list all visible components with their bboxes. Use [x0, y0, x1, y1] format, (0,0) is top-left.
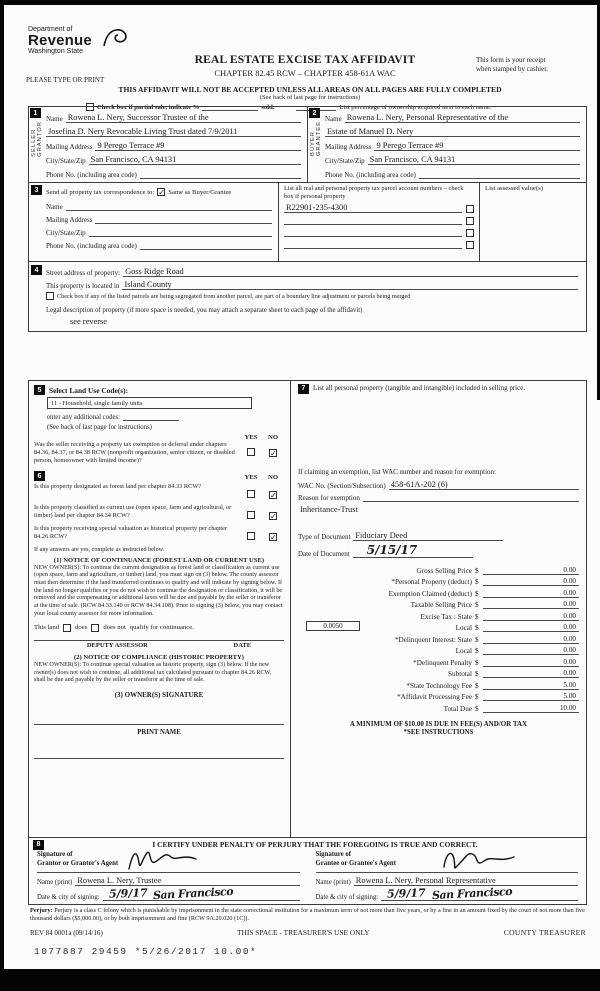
buyer-csz-value: San Francisco, CA 94131: [369, 155, 456, 164]
county-treasurer-label: COUNTY TREASURER: [503, 928, 586, 937]
dor-logo: [28, 26, 92, 55]
fee-amount-delinquent-state: 0.00: [483, 635, 579, 644]
doc-date-field: [353, 543, 473, 558]
seller-phone-field: [140, 170, 301, 179]
doc-type-field: [353, 531, 503, 541]
street-address-value: Goss Ridge Road: [125, 267, 184, 276]
section-1-badge: 1: [30, 108, 41, 118]
form-chapter: CHAPTER 82.45 RCW – CHAPTER 458-61A WAC: [214, 68, 396, 78]
grantee-date-city-label: Date & city of signing:: [315, 893, 379, 901]
dollar-sign: $: [475, 578, 479, 586]
buyer-name-value1: Rowena L. Nery, Personal Representative of the: [346, 113, 509, 122]
buyer-mailing-value: 9 Perego Terrace #9: [376, 141, 444, 150]
fee-label-gross: Gross Selling Price: [416, 566, 472, 575]
grantee-agent-label: Grantee or Grantee's Agent: [315, 859, 396, 867]
minimum-fee-note: A MINIMUM OF $10.00 IS DUE IN FEE(S) AND/OR TAX: [349, 719, 528, 728]
form-header: [24, 22, 586, 110]
grantee-date-value: 5/9/17: [386, 885, 427, 901]
qualify-label: qualify for continuance.: [129, 624, 194, 632]
grantor-date-city-field: [103, 884, 300, 902]
property-address-section: [28, 262, 587, 332]
buyer-side-label: [310, 121, 322, 156]
seller-name-value1: Rowena L. Nery, Successor Trustee of the: [67, 113, 209, 122]
corr-mailing-field: [95, 215, 272, 224]
grantee-date-city-field: [381, 884, 578, 902]
personal-property-label: List all personal property (tangible and intangible) included in selling price.: [313, 384, 526, 392]
buyer-phone-field: [419, 170, 580, 179]
parcel-field-1: [284, 203, 462, 213]
fee-label-delinquent-state: *Delinquent Interest: State: [394, 635, 472, 644]
section-2-badge: 2: [309, 108, 320, 118]
section-6-badge: 6: [34, 471, 45, 481]
land-use-code-value: 11 - Household, single family units: [51, 399, 143, 407]
buyer-name-label: Name: [325, 115, 342, 123]
grantor-signature-of-label: Signature of: [37, 851, 73, 858]
fee-amount-gross: 0.00: [483, 566, 579, 575]
dollar-sign: $: [475, 693, 479, 701]
fee-amount-local: 0.00: [483, 623, 579, 632]
dollar-sign: $: [475, 704, 479, 713]
grantor-date-city-label: Date & city of signing:: [37, 893, 100, 901]
fee-amount-exemption: 0.00: [483, 589, 579, 598]
receipt-line1: This form is your receipt: [476, 56, 546, 64]
sec5-yes-header: YES: [244, 434, 258, 441]
deputy-date-label: DATE: [233, 642, 252, 650]
scan-edge-bottom: [0, 969, 600, 991]
print-name-label: PRINT NAME: [137, 729, 181, 737]
fee-label-taxable: Taxable Selling Price: [410, 601, 472, 609]
seller-side-label: [31, 121, 43, 157]
see-instructions-note: *SEE INSTRUCTIONS: [403, 728, 474, 736]
fee-label-excise-state: Excise Tax : State: [420, 612, 472, 621]
send-correspondence-label: Send all property tax correspondence to:: [46, 188, 155, 196]
grantee-name-value: Rowena L. Nery, Personal Representative: [355, 875, 496, 885]
fee-label-local: Local: [455, 624, 472, 632]
seller-mailing-field: [95, 141, 301, 151]
sec6-q2-yes-checkbox: [247, 511, 255, 519]
perjury-note: [30, 907, 586, 923]
sec6-q1-yes-checkbox: [247, 490, 255, 498]
land-use-column: [29, 381, 291, 837]
fee-label-delinquent-local: Local: [455, 647, 472, 655]
segregated-checkbox: [46, 292, 54, 300]
sec5-see-back: (See back of last page for instructions): [47, 424, 152, 431]
excise-tax-column: [291, 381, 586, 837]
parcel-field-3: [284, 228, 462, 237]
assessed-header: List assessed value(s): [485, 185, 543, 192]
receipt-line2: when stamped by cashier.: [476, 65, 548, 74]
does-checkbox: [63, 624, 71, 632]
same-as-buyer-checkbox: ✓: [158, 188, 165, 197]
located-in-label: This property is located in: [46, 282, 120, 290]
parcel-field-2: [284, 216, 462, 225]
logo-revenue: Revenue: [28, 32, 92, 49]
parcel-4-personal-checkbox: [466, 241, 474, 249]
grantor-agent-label: Grantor or Grantor's Agent: [37, 859, 119, 867]
fee-label-personal: *Personal Property (deduct): [391, 578, 472, 586]
grantor-name-print-label: Name (print): [37, 878, 73, 886]
wac-field: [389, 480, 579, 490]
current-use-text: Is this property classified as current use (open space, farm and agricultural, or timber) land per chapter 84.34 RCW?: [34, 504, 232, 520]
doc-date-label: Date of Document: [298, 550, 350, 558]
fee-amount-processing-fee: 5.00: [483, 692, 579, 701]
notice-compliance-body: NEW OWNER(S): To continue special valuation as historic property, sign (3) below. If the new owner(s) does not wish to continue, all additional tax calculated pursuant to chapter 84.26 RCW, shall be due and payable by the seller or transferor at the time of sale.: [34, 662, 272, 684]
sold-label: sold.: [261, 104, 275, 111]
main-section: [28, 380, 587, 838]
fee-label-tech-fee: *State Technology Fee: [406, 681, 472, 690]
fee-amount-subtotal: 0.00: [483, 669, 579, 678]
fee-amount-taxable: 0.00: [483, 600, 579, 609]
buyer-csz-label: City/State/Zip: [325, 157, 365, 165]
local-rate-box: 0.0050: [306, 621, 360, 631]
doc-type-label: Type of Document: [298, 533, 351, 541]
does-not-label: does not: [103, 624, 126, 632]
fee-amount-excise-state: 0.00: [483, 612, 579, 621]
perjury-label: Perjury:: [30, 907, 53, 914]
sec6-yes-header: YES: [244, 474, 258, 482]
parcel-field-4: [284, 240, 462, 249]
located-in-value: Island County: [124, 280, 172, 289]
grantor-signature: [124, 847, 202, 873]
form-rev-number: REV 84 0001a (09/14/16): [30, 928, 103, 937]
legal-description-label: Legal description of property (if more space is needed, you may attach a separate sheet to each page of the affidavit): [46, 307, 363, 314]
seller-name-field2: [46, 127, 301, 137]
doc-type-value: Fiduciary Deed: [355, 531, 408, 540]
parcel-2-personal-checkbox: [466, 217, 474, 225]
seller-buyer-section: [28, 106, 587, 183]
additional-codes-label: enter any additional codes:: [47, 414, 121, 421]
historic-property-question: [34, 525, 284, 544]
current-use-question: [34, 504, 284, 523]
does-label: does: [75, 624, 88, 632]
scan-edge-top: [0, 0, 600, 5]
dollar-sign: $: [475, 635, 479, 644]
deputy-assessor-label: DEPUTY ASSESSOR: [86, 642, 148, 650]
assessed-values-box: [480, 183, 586, 261]
dollar-sign: $: [475, 612, 479, 621]
seller-csz-field: [89, 155, 301, 165]
dollar-sign: $: [475, 647, 479, 655]
grantee-name-field: [354, 876, 578, 886]
dollar-sign: $: [475, 601, 479, 609]
segregated-label: Check box if any of the listed parcels are being segregated from another parcel, are part of a boundary line adjustment or parcels being merged: [57, 292, 411, 300]
sec6-q2-no-checkbox: ✓: [270, 512, 277, 522]
historic-property-text: Is this property receiving special valuation as historical property per chapter 84.26 RCW?: [34, 525, 228, 541]
fee-label-total-due: Total Due: [443, 704, 472, 713]
see-back-note: (See back of last page for instructions): [259, 94, 361, 101]
scan-edge-left: [0, 0, 4, 975]
buyer-csz-field: [368, 155, 580, 165]
corr-mailing-label: Mailing Address: [46, 216, 93, 224]
land-use-title: Select Land Use Code(s):: [49, 385, 129, 395]
type-or-print: PLEASE TYPE OR PRINT: [26, 76, 105, 84]
doc-date-value: 5/15/17: [366, 543, 418, 557]
legal-description-value: see reverse: [70, 317, 107, 326]
corr-phone-label: Phone No. (including area code): [46, 242, 137, 250]
forest-land-text: Is this property designated as forest land per chapter 84.33 RCW?: [34, 483, 202, 491]
seller-name-value2: Josefina D. Nery Revocable Living Trust dated 7/9/2011: [48, 127, 238, 136]
sec6-q3-no-checkbox: ✓: [270, 533, 277, 543]
sec5-q1-yes-checkbox: [247, 448, 255, 456]
partial-sale-label: Check box if partial sale, indicate %: [97, 104, 200, 111]
seller-side-word1: SELLER: [31, 128, 37, 157]
parcel-header: List all real and personal property tax parcel account numbers – check box if personal property: [284, 185, 464, 200]
corr-csz-field: [89, 228, 272, 237]
owners-signature-line: [34, 724, 284, 725]
print-name-line: [34, 758, 284, 759]
corr-csz-label: City/State/Zip: [46, 229, 86, 237]
located-in-field: [122, 280, 578, 290]
logo-state: Washington State: [28, 48, 83, 55]
reason-value: Inheritance-Trust: [300, 505, 358, 514]
seller-csz-value: San Francisco, CA 94131: [90, 155, 177, 164]
fee-label-penalty: *Delinquent Penalty: [413, 658, 472, 667]
receipt-note: [476, 56, 584, 74]
sec6-q1-no-checkbox: ✓: [270, 491, 277, 501]
seller-phone-label: Phone No. (including area code): [46, 171, 137, 179]
wac-label: WAC No. (Section/Subsection): [298, 482, 386, 490]
forest-land-question: [34, 483, 284, 502]
warning-line: THIS AFFIDAVIT WILL NOT BE ACCEPTED UNLESS ALL AREAS ON ALL PAGES ARE FULLY COMPLETED: [118, 85, 502, 94]
seller-mailing-value: 9 Perego Terrace #9: [97, 141, 165, 150]
seller-exemption-text: Was the seller receiving a property tax exemption or deferral under chapters 84.36, 84.37, or 84.38 RCW (nonprofit organization, senior citizen, or disabled person, homeowner with limited income)?: [34, 441, 235, 465]
notice-continuance-title: (1) NOTICE OF CONTINUANCE (FOREST LAND OR CURRENT USE): [53, 556, 265, 564]
buyer-side-word1: BUYER: [310, 131, 316, 157]
notice-continuance-body: NEW OWNER(S): To continue the current designation as forest land or classification as current use (open space, farm and agriculture, or timber) land, you must sign on (3) below. The county assessor must then determine if the land transferred continues to qualify and will indicate by signing below. If the land no longer qualifies or you do not wish to continue the designation or classification, it will be removed and the compensating or additional taxes will be due and payable by the seller or transferor at the time of sale. (RCW 84.33.140 or RCW 84.34.108). Prior to signing (3) below, you may contact your local county assessor for more information.: [34, 564, 283, 617]
fee-label-subtotal: Subtotal: [448, 670, 472, 678]
seller-box: [29, 107, 308, 182]
section-5-badge: 5: [34, 385, 45, 395]
buyer-mailing-field: [374, 141, 580, 151]
section-4-badge: 4: [31, 265, 42, 275]
form-title: REAL ESTATE EXCISE TAX AFFIDAVIT: [194, 54, 416, 66]
dollar-sign: $: [475, 670, 479, 678]
additional-codes-field: [123, 413, 179, 421]
certify-statement: I CERTIFY UNDER PENALTY OF PERJURY THAT THE FOREGOING IS TRUE AND CORRECT.: [152, 840, 478, 849]
grantee-signature-of-label: Signature of: [315, 851, 352, 858]
cashier-stamp: 1077887 29459 *5/26/2017 10.00*: [34, 946, 258, 957]
grantor-city-value: San Francisco: [153, 884, 234, 902]
street-address-label: Street address of property:: [46, 269, 121, 277]
does-not-checkbox: [91, 624, 99, 632]
continuance-qualify-row: [34, 622, 284, 633]
corr-name-field: [66, 202, 272, 211]
signatures-section: [28, 838, 587, 905]
fee-amount-personal: 0.00: [483, 577, 579, 586]
sec5-no-header: NO: [267, 434, 279, 441]
dollar-sign: $: [475, 589, 479, 598]
sec6-q3-yes-checkbox: [247, 532, 255, 540]
grantor-date-value: 5/9/17: [108, 885, 148, 901]
sec6-no-header: NO: [267, 474, 279, 482]
dollar-sign: $: [475, 566, 479, 575]
tax-correspondence-section: [28, 183, 587, 262]
footer-row: [30, 928, 586, 937]
fee-amount-total-due: 10.00: [483, 704, 579, 713]
ownership-label: List percentage of ownership acquired next to each name.: [339, 104, 492, 111]
seller-name-field: [66, 113, 301, 123]
correspondence-box: [29, 183, 279, 261]
deputy-assessor-row: [34, 640, 284, 649]
fee-amount-tech-fee: 5.00: [483, 681, 579, 690]
buyer-box: [308, 107, 586, 182]
owners-signature-title: (3) OWNER(S) SIGNATURE: [114, 691, 204, 700]
grantor-name-field: [75, 876, 299, 886]
section-3-badge: 3: [31, 185, 42, 195]
notice-compliance-title: (2) NOTICE OF COMPLIANCE (HISTORIC PROPERTY): [74, 654, 244, 662]
sec5-q1-no-checkbox: ✓: [270, 449, 277, 458]
grantor-signature-block: [29, 851, 308, 903]
buyer-name-field: [345, 113, 580, 123]
this-land-label: This land: [34, 624, 60, 632]
dor-flag-icon: [102, 28, 128, 48]
exemption-intro: If claiming an exemption, list WAC number and reason for exemption:: [298, 468, 496, 476]
if-yes-note: If any answers are yes, complete as instructed below.: [34, 547, 165, 554]
fee-amount-penalty: 0.00: [483, 658, 579, 667]
buyer-name-field2: [325, 127, 580, 137]
buyer-side-word2: GRANTEE: [316, 121, 322, 157]
buyer-name-value2: Estate of Manuel D. Nery: [327, 127, 414, 136]
parcel-3-personal-checkbox: [466, 229, 474, 237]
seller-name-label: Name: [46, 115, 63, 123]
reason-label: Reason for exemption: [298, 494, 360, 502]
perjury-body: Perjury is a class C felony which is punishable by imprisonment in the state correctional institution for a maximum term of not more than five years, or by a fine in an amount fixed by the court of not more than five thousand dollars ($5,000.00), or by both imprisonment and fine (RCW 9A.20.020 (1C)).: [30, 907, 585, 922]
fee-amount-delinquent-local: 0.00: [483, 646, 579, 655]
seller-exemption-question: [34, 441, 284, 465]
section-8-badge: 8: [33, 840, 44, 850]
logo-dept: Department of: [28, 26, 73, 33]
land-use-code-select: [47, 397, 252, 409]
section-7-badge: 7: [298, 384, 309, 394]
dollar-sign: $: [475, 658, 479, 667]
grantee-signature-block: [308, 851, 587, 903]
seller-csz-label: City/State/Zip: [46, 157, 86, 165]
parcel-1-personal-checkbox: [466, 205, 474, 213]
buyer-mailing-label: Mailing Address: [325, 143, 372, 151]
parcel-value-1: R22901-235-4300: [286, 203, 348, 212]
grantor-name-value: Rowena L. Nery, Trustee: [77, 875, 162, 885]
fee-label-processing-fee: *Affidavit Processing Fee: [397, 693, 472, 701]
grantee-signature: [438, 847, 520, 875]
grantee-name-print-label: Name (print): [315, 878, 351, 886]
seller-mailing-label: Mailing Address: [46, 143, 93, 151]
seller-side-word2: GRANTOR: [37, 121, 43, 157]
corr-phone-field: [140, 241, 272, 250]
dollar-sign: $: [475, 624, 479, 632]
street-address-field: [123, 267, 578, 277]
treasurer-space-label: THIS SPACE - TREASURER'S USE ONLY: [236, 928, 370, 937]
fee-label-exemption: Exemption Claimed (deduct): [388, 589, 472, 598]
grantee-city-value: San Francisco: [431, 884, 513, 902]
reason-field: [363, 493, 579, 502]
same-as-buyer-label: Same as Buyer/Grantee: [168, 188, 232, 196]
parcel-numbers-box: [279, 183, 480, 261]
buyer-phone-label: Phone No. (including area code): [325, 171, 416, 179]
dollar-sign: $: [475, 681, 479, 690]
wac-value: 458-61A-202 (6): [390, 480, 448, 489]
corr-name-label: Name: [46, 203, 63, 211]
